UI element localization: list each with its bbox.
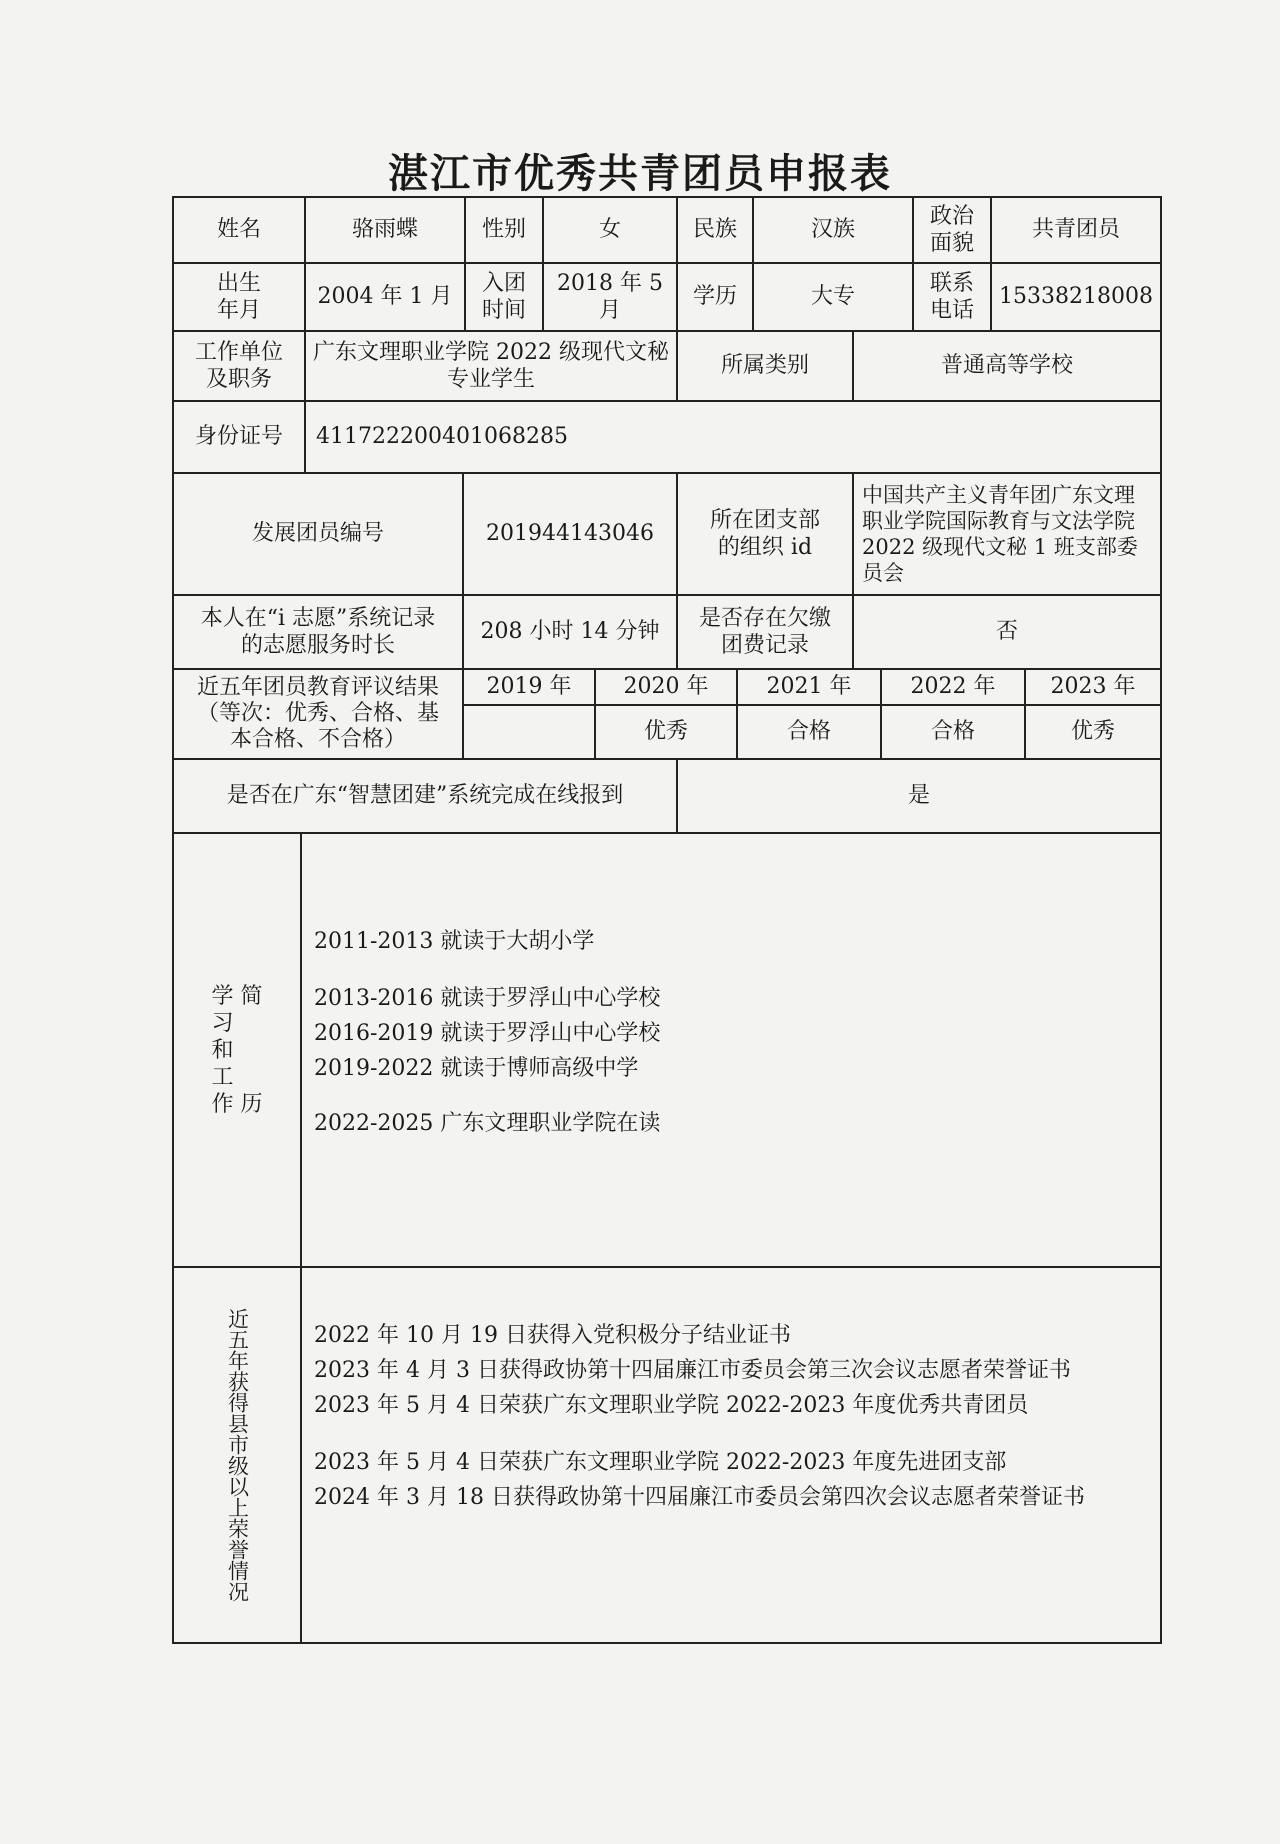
application-form	[172, 196, 1162, 1644]
online-report-label: 是否在广东“智慧团建”系统完成在线报到	[226, 783, 624, 809]
join-value: 2018 年 5 月	[557, 270, 663, 323]
name-value: 骆雨蝶	[351, 217, 418, 243]
eval-result-2019	[464, 706, 594, 758]
resume-item: 2022-2025 广东文理职业学院在读	[314, 1111, 661, 1136]
eval-year-2022: 2022 年	[910, 674, 996, 700]
honor-item: 2023 年 5 月 4 日荣获广东文理职业学院 2022-2023 年度先进团支部	[314, 1450, 1007, 1475]
gender-label: 性别	[481, 217, 526, 243]
online-report-value: 是	[907, 783, 930, 809]
political-label: 政治 面貌	[929, 203, 974, 256]
eval-result-2023: 优秀	[1070, 719, 1115, 745]
education-label: 学历	[692, 284, 737, 310]
branch-id-label: 所在团支部 的组织 id	[709, 507, 820, 560]
resume-item: 2019-2022 就读于博师高级中学	[314, 1056, 639, 1081]
phone-value: 15338218008	[999, 284, 1153, 310]
name-label: 姓名	[216, 217, 261, 243]
honor-item: 2023 年 5 月 4 日荣获广东文理职业学院 2022-2023 年度优秀共青团员	[314, 1393, 1029, 1418]
phone-label: 联系 电话	[929, 270, 974, 323]
eval-year-2023: 2023 年	[1050, 674, 1136, 700]
volunteer-hours-label: 本人在“i 志愿”系统记录 的志愿服务时长	[200, 605, 436, 658]
honor-item: 2023 年 4 月 3 日获得政协第十四届廉江市委员会第三次会议志愿者荣誉证书	[314, 1358, 1071, 1383]
id-number-label: 身份证号	[194, 424, 283, 450]
work-unit-label: 工作单位 及职务	[194, 339, 283, 392]
honors-label-cell	[174, 1268, 300, 1642]
join-label: 入团 时间	[481, 270, 526, 323]
eval-year-2020: 2020 年	[623, 674, 709, 700]
fee-arrears-value: 否	[995, 619, 1018, 645]
member-number-label: 发展团员编号	[251, 521, 384, 547]
honors-list	[314, 1318, 1085, 1515]
gender-value: 女	[598, 217, 621, 243]
eval-year-2019: 2019 年	[486, 674, 572, 700]
resume-item: 2016-2019 就读于罗浮山中心学校	[314, 1021, 661, 1046]
evaluation-label: 近五年团员教育评议结果 （等次：优秀、合格、基 本合格、不合格）	[196, 675, 439, 752]
branch-id-value: 中国共产主义青年团广东文理职业学院国际教育与文法学院 2022 级现代文秘 1 班支部委员会	[862, 482, 1138, 586]
education-value: 大专	[810, 284, 855, 310]
resume-label-cell	[174, 834, 300, 1266]
work-unit-value: 广东文理职业学院 2022 级现代文秘 专业学生	[313, 339, 669, 392]
resume-label: 学 简 习 和 工 作 历	[211, 983, 263, 1117]
honor-item: 2022 年 10 月 19 日获得入党积极分子结业证书	[314, 1323, 791, 1348]
honor-item: 2024 年 3 月 18 日获得政协第十四届廉江市委员会第四次会议志愿者荣誉证书	[314, 1485, 1085, 1510]
volunteer-hours-value: 208 小时 14 分钟	[480, 619, 660, 645]
political-value: 共青团员	[1031, 217, 1120, 243]
fee-arrears-label: 是否存在欠缴 团费记录	[698, 605, 831, 658]
ethnicity-label: 民族	[692, 217, 737, 243]
category-label: 所属类别	[720, 353, 809, 379]
honors-label: 近五年获得县市级以上荣誉情况	[225, 1308, 250, 1602]
eval-result-2021: 合格	[786, 719, 831, 745]
category-value: 普通高等学校	[940, 353, 1073, 379]
id-number-value: 411722200401068285	[316, 424, 568, 450]
member-number-value: 201944143046	[486, 521, 654, 547]
ethnicity-value: 汉族	[810, 217, 855, 243]
resume-item: 2013-2016 就读于罗浮山中心学校	[314, 986, 661, 1011]
resume-list	[314, 924, 660, 1141]
birth-label: 出生 年月	[216, 270, 261, 323]
eval-year-2021: 2021 年	[766, 674, 852, 700]
resume-item: 2011-2013 就读于大胡小学	[314, 929, 595, 954]
eval-result-2020: 优秀	[643, 719, 688, 745]
birth-value: 2004 年 1 月	[317, 284, 453, 310]
page-title: 湛江市优秀共青团员申报表	[388, 151, 892, 197]
eval-result-2022: 合格	[930, 719, 975, 745]
